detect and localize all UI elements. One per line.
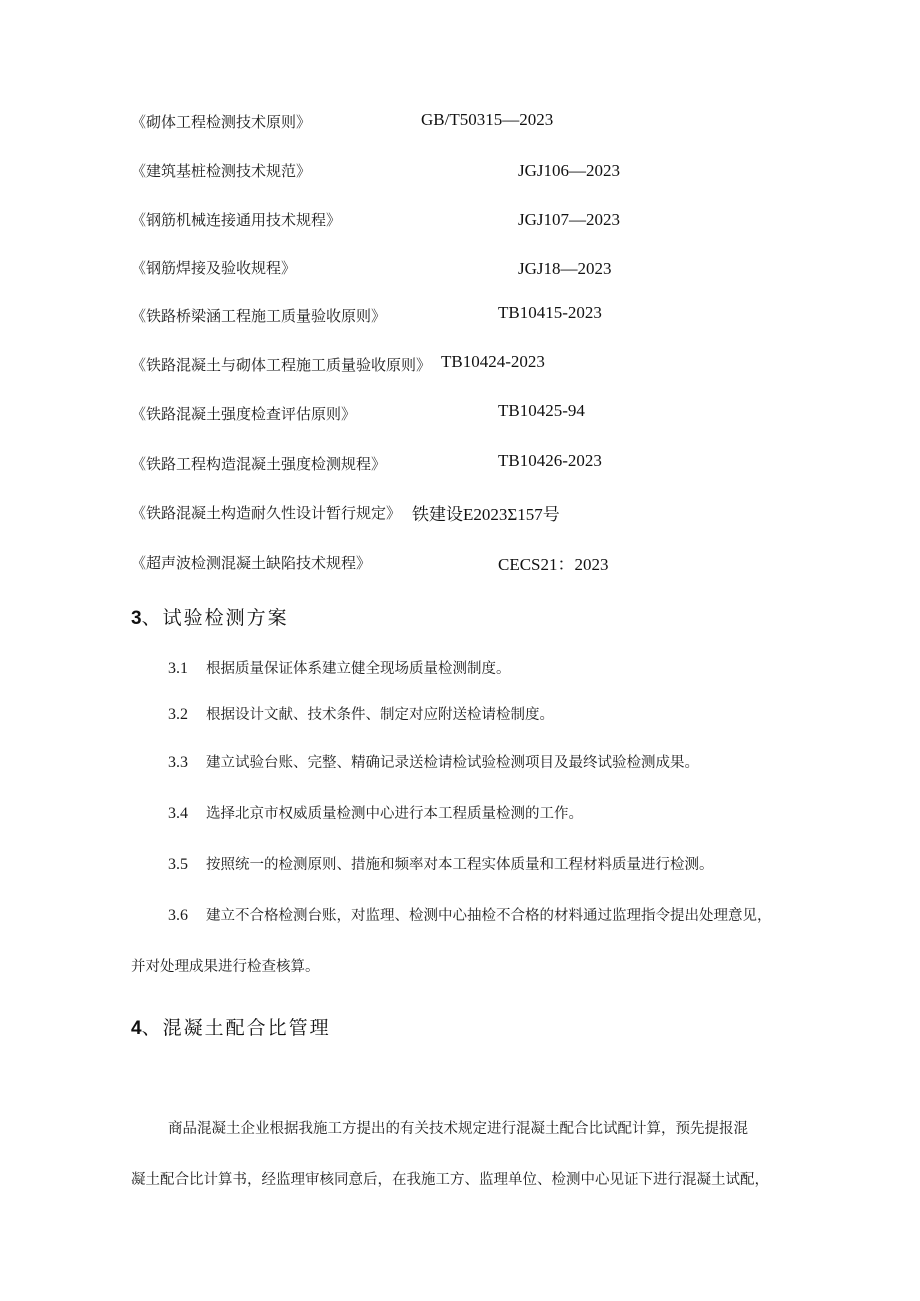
- list-item: [168, 802, 583, 823]
- item-text: 按照统一的检测原则、措施和频率对本工程实体质量和工程材料质量进行检测。: [206, 857, 714, 873]
- item-text: 选择北京市权威质量检测中心进行本工程质量检测的工作。: [206, 806, 583, 822]
- list-item: [168, 853, 714, 874]
- standard-name: 《铁路混凝土强度检查评估原则》: [131, 405, 357, 423]
- standard-name: 《钢筋机械连接通用技术规程》: [131, 211, 342, 229]
- standard-name: 《砌体工程检测技术原则》: [131, 113, 312, 131]
- standard-name: 《铁路混凝土与砌体工程施工质量验收原则》: [131, 356, 432, 374]
- item-text: 建立不合格检测台账，对监理、检测中心抽检不合格的材料通过监理指令提出处理意见，: [206, 908, 772, 924]
- section-title: 、混凝土配合比管理: [141, 1017, 331, 1039]
- item-number: 3.1: [168, 660, 188, 677]
- standard-code: TB10425-94: [498, 401, 585, 420]
- standard-code: TB10424-2023: [441, 352, 545, 371]
- section-number: 3: [131, 608, 142, 629]
- standard-name: 《铁路桥梁涵工程施工质量验收原则》: [131, 307, 387, 325]
- standard-code: JGJ106—2023: [518, 161, 621, 180]
- standard-name: 《铁路工程构造混凝土强度检测规程》: [131, 455, 387, 473]
- standard-name: 《建筑基桩检测技术规范》: [131, 162, 312, 180]
- paragraph-line: 凝土配合比计算书，经监理审核同意后，在我施工方、监理单位、检测中心见证下进行混凝土试配，: [131, 1172, 769, 1188]
- item-text: 建立试验台账、完整、精确记录送检请检试验检测项目及最终试验检测成果。: [206, 755, 699, 771]
- section-number: 4: [131, 1018, 142, 1039]
- item-number: 3.3: [168, 754, 188, 771]
- standard-code: JGJ107—2023: [518, 210, 621, 229]
- item-text: 根据质量保证体系建立健全现场质量检测制度。: [206, 661, 511, 677]
- list-item: [168, 751, 699, 772]
- paragraph-line: 商品混凝土企业根据我施工方提出的有关技术规定进行混凝土配合比试配计算，预先提报混: [168, 1121, 748, 1137]
- standard-code: JGJ18—2023: [518, 259, 612, 278]
- list-item: [168, 904, 772, 925]
- item-number: 3.5: [168, 856, 188, 873]
- standard-name: 《钢筋焊接及验收规程》: [131, 259, 297, 277]
- standard-code: GB/T50315—2023: [421, 110, 554, 129]
- standard-code: TB10426-2023: [498, 451, 602, 470]
- item-text: 根据设计文献、技术条件、制定对应附送检请检制度。: [206, 707, 554, 723]
- list-item: [168, 703, 554, 724]
- standard-code: CECS21：2023: [498, 555, 609, 574]
- section-heading: [131, 603, 289, 630]
- standard-code: TB10415-2023: [498, 303, 602, 322]
- section-heading: [131, 1013, 331, 1040]
- standard-name: 《超声波检测混凝土缺陷技术规程》: [131, 554, 372, 572]
- standard-name: 《铁路混凝土构造耐久性设计暂行规定》: [131, 504, 402, 522]
- standard-code: 铁建设E2023Σ157号: [412, 505, 560, 524]
- list-item-continuation: 并对处理成果进行检查核算。: [131, 959, 320, 975]
- section-title: 、试验检测方案: [141, 607, 289, 629]
- item-number: 3.4: [168, 805, 188, 822]
- item-number: 3.6: [168, 907, 188, 924]
- item-number: 3.2: [168, 706, 188, 723]
- list-item: [168, 657, 511, 678]
